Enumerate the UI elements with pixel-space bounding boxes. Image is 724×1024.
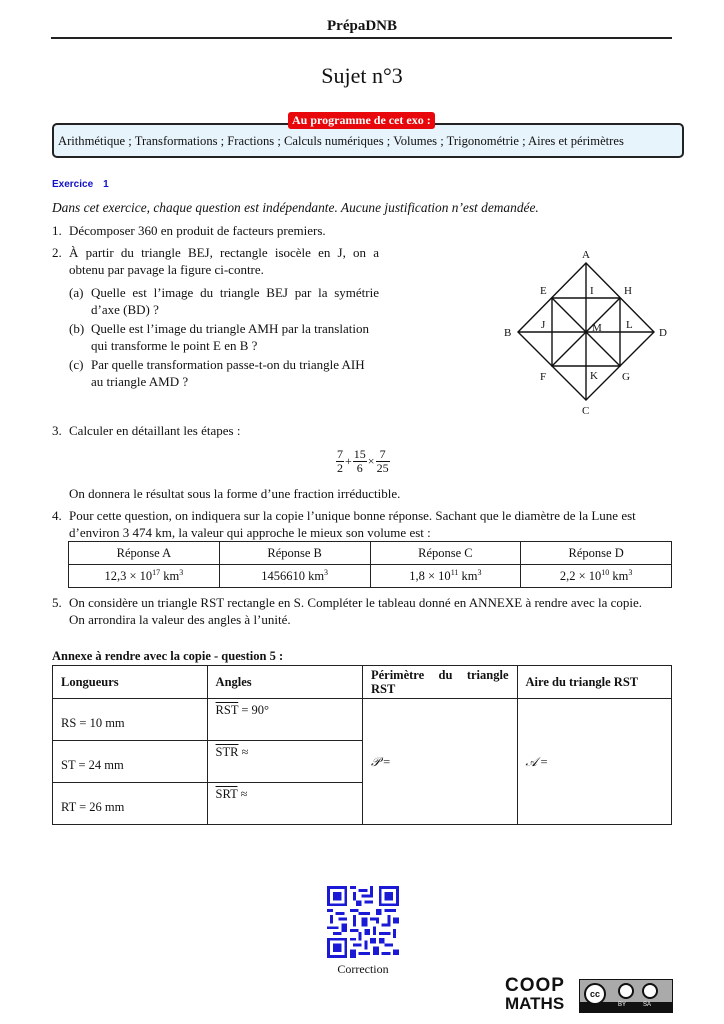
question-text-line2: obtenu par pavage la figure ci-contre. bbox=[69, 262, 264, 277]
fraction-1: $\frac{7}{2}$ bbox=[337, 447, 343, 475]
subquestion-label-b: (b) bbox=[69, 321, 85, 336]
question-text-line2: On arrondira la valeur des angles à l’unité. bbox=[69, 612, 291, 627]
answer-value-d: $2,2 \times 10^{10}$ $km^3$ bbox=[521, 565, 672, 588]
point-label-I: I bbox=[590, 285, 594, 297]
answer-label-a: Réponse A bbox=[69, 542, 220, 565]
coopmaths-logo: COOP MATHS bbox=[505, 975, 565, 1013]
subquestion-c-line2: au triangle AMD ? bbox=[91, 374, 189, 389]
answer-label-c: Réponse C bbox=[370, 542, 521, 565]
tiling-figure bbox=[490, 240, 690, 420]
length-rs: RS = 10 mm bbox=[53, 699, 208, 741]
subquestion-b-line1: Quelle est l’image du triangle AMH par la translation bbox=[91, 321, 369, 336]
question-1 bbox=[0, 222, 724, 239]
sa-label: SA bbox=[643, 1002, 652, 1008]
question-4 bbox=[0, 507, 724, 541]
table-row bbox=[69, 565, 672, 588]
header-rule bbox=[51, 37, 672, 39]
header-perimeter: Périmètre du triangle RST bbox=[362, 666, 517, 699]
header-angles: Angles bbox=[207, 666, 362, 699]
subquestion-label-a: (a) bbox=[69, 285, 84, 300]
point-label-C: C bbox=[582, 405, 590, 417]
attribution-icon bbox=[618, 983, 634, 999]
area-cell[interactable]: 𝒜 = bbox=[517, 699, 672, 825]
question-number: 4. bbox=[52, 508, 62, 523]
question-text: Décomposer 360 en produit de facteurs premiers. bbox=[69, 223, 326, 238]
angle-str[interactable]: $\overline{STR}$ ≈ bbox=[207, 741, 362, 783]
subquestion-c-line1: Par quelle transformation passe-t-on du triangle AIH bbox=[91, 357, 365, 372]
angle-srt[interactable]: $\overline{SRT}$ ≈ bbox=[207, 783, 362, 825]
times-operator: × bbox=[367, 454, 375, 468]
header-lengths: Longueurs bbox=[53, 666, 208, 699]
answer-value-c: $1,8 \times 10^{11}$ $km^3$ bbox=[370, 565, 521, 588]
point-label-F: F bbox=[540, 371, 547, 383]
header-area: Aire du triangle RST bbox=[517, 666, 672, 699]
fraction-2: $\frac{15}{6}$ bbox=[353, 447, 366, 475]
question-5 bbox=[0, 594, 724, 628]
cc-icon: cc bbox=[584, 983, 606, 1005]
subquestion-label-c: (c) bbox=[69, 357, 84, 372]
cc-by-sa-badge bbox=[579, 979, 673, 1013]
answer-label-b: Réponse B bbox=[219, 542, 370, 565]
subquestion-a-line1: Quelle est l’image du triangle BEJ par la symétrie bbox=[91, 285, 379, 300]
perimeter-cell[interactable]: 𝒫 = bbox=[362, 699, 517, 825]
answer-value-a: $12,3 \times 10^{17}$ $km^3$ bbox=[69, 565, 220, 588]
fraction-3: $\frac{7}{25}$ bbox=[376, 447, 389, 475]
point-label-K: K bbox=[590, 370, 598, 382]
plus-operator: + bbox=[345, 454, 352, 468]
point-label-E: E bbox=[540, 285, 547, 297]
answer-choices-table bbox=[68, 541, 672, 588]
point-label-M: M bbox=[592, 322, 602, 334]
subquestion-a-line2: d’axe (BD) ? bbox=[91, 302, 159, 317]
question-3 bbox=[0, 422, 724, 502]
exercise-number: 1 bbox=[103, 179, 109, 190]
point-label-B: B bbox=[504, 327, 512, 339]
point-label-A: A bbox=[582, 249, 590, 261]
question-text-line1: À partir du triangle BEJ, rectangle isocèle en J, on a bbox=[69, 245, 379, 260]
point-label-D: D bbox=[659, 327, 667, 339]
share-alike-icon bbox=[642, 983, 658, 999]
answer-value-b: 1456610 $km^3$ bbox=[219, 565, 370, 588]
point-label-J: J bbox=[541, 319, 546, 331]
annex-header-row bbox=[53, 666, 672, 699]
by-label: BY bbox=[618, 1002, 627, 1008]
annex-table bbox=[52, 665, 672, 825]
program-topics: Arithmétique ; Transformations ; Fractions ; Calculs numériques ; Volumes ; Trigonométrie ; Aires et périmètres bbox=[58, 134, 624, 148]
question-note: On donnera le résultat sous la forme d’une fraction irréductible. bbox=[69, 486, 401, 501]
question-text-line2: d’environ 3 474 km, la valeur qui approche le mieux son volume est : bbox=[69, 525, 431, 540]
program-label: Au programme de cet exo : bbox=[288, 112, 435, 129]
question-number: 2. bbox=[52, 245, 62, 260]
fraction-expression bbox=[336, 448, 390, 475]
question-text: Calculer en détaillant les étapes : bbox=[69, 423, 241, 438]
question-number: 3. bbox=[52, 423, 62, 438]
subquestion-b-line2: qui transforme le point E en B ? bbox=[91, 338, 258, 353]
point-label-G: G bbox=[622, 371, 630, 383]
exercise-intro: Dans cet exercice, chaque question est indépendante. Aucune justification n’est demandée. bbox=[52, 200, 539, 215]
qr-label: Correction bbox=[337, 962, 389, 976]
length-st: ST = 24 mm bbox=[53, 741, 208, 783]
length-rt: RT = 26 mm bbox=[53, 783, 208, 825]
exercise-title bbox=[52, 179, 119, 190]
coopmaths-license-logo bbox=[505, 977, 673, 1015]
point-label-L: L bbox=[626, 319, 633, 331]
exercise-title-word: Exercice bbox=[52, 179, 94, 190]
qr-code-icon[interactable] bbox=[327, 886, 399, 958]
angle-rst[interactable]: $\overline{RST} = 90^\circ$ bbox=[207, 699, 362, 741]
answer-label-d: Réponse D bbox=[521, 542, 672, 565]
subject-title: Sujet n°3 bbox=[321, 63, 403, 88]
question-text-line1: Pour cette question, on indiquera sur la copie l’unique bonne réponse. Sachant que le diamètre de la Lune est bbox=[69, 508, 636, 523]
table-row bbox=[53, 699, 672, 741]
question-number: 5. bbox=[52, 595, 62, 610]
question-text-line1: On considère un triangle RST rectangle en S. Compléter le tableau donné en ANNEXE à rendre avec la copie. bbox=[69, 595, 643, 610]
point-label-H: H bbox=[624, 285, 632, 297]
annex-title: Annexe à rendre avec la copie - question 5 : bbox=[52, 649, 284, 663]
table-header-row bbox=[69, 542, 672, 565]
question-number: 1. bbox=[52, 223, 62, 238]
header-title: PrépaDNB bbox=[327, 18, 397, 34]
